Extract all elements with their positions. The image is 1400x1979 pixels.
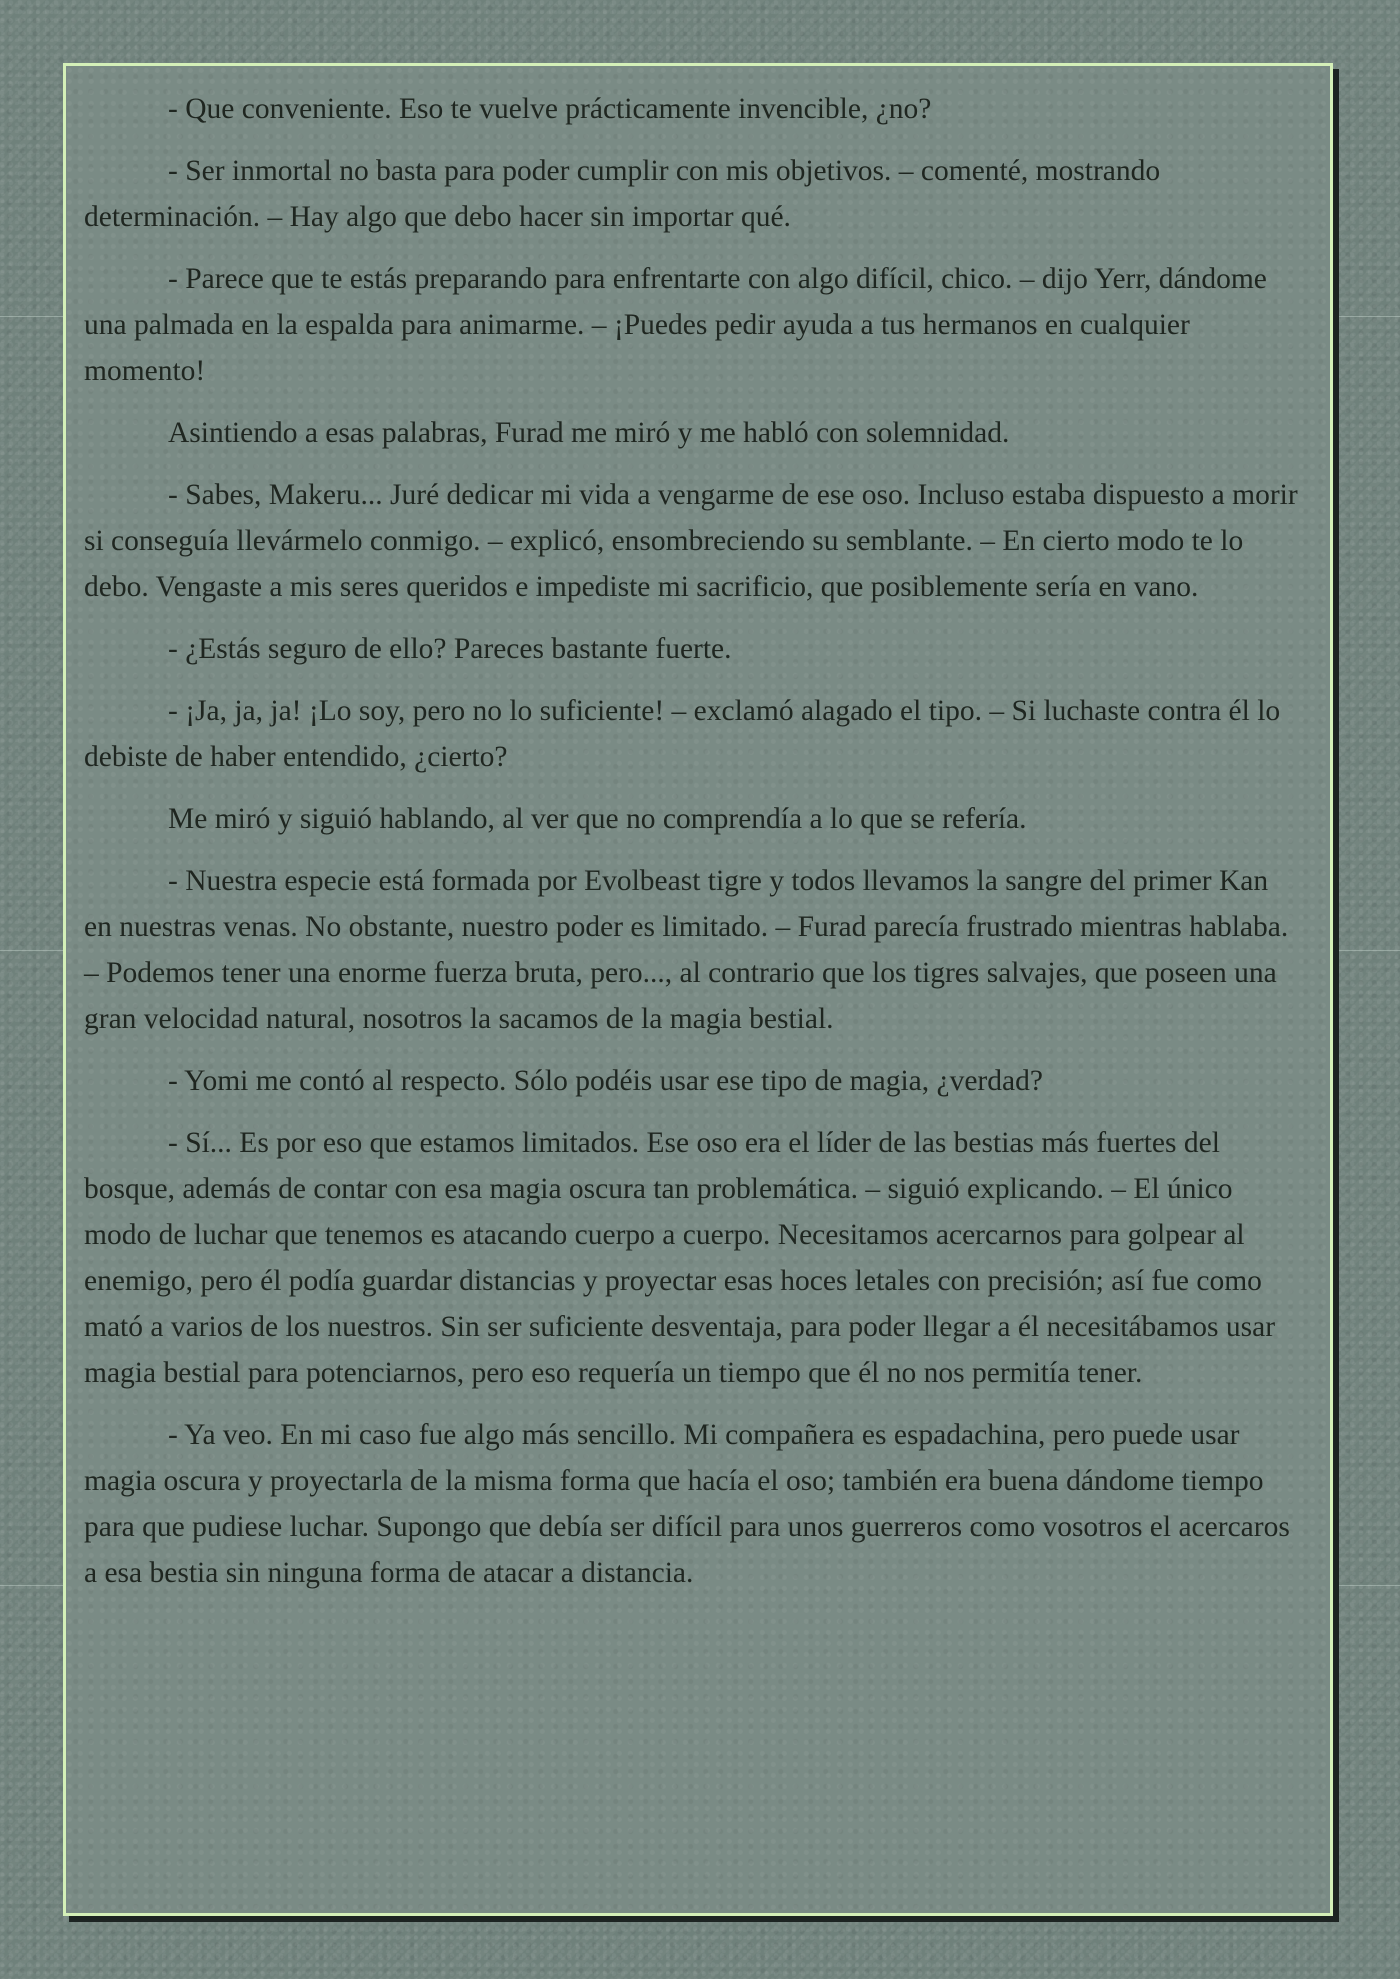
- paragraph: - Ya veo. En mi caso fue algo más sencillo. Mi compañera es espadachina, pero puede usar magia oscura y proyectarla de la misma forma que hacía el oso; también era buena dándome tiempo para que pudiese luchar. Supongo que debía ser difícil para unos guerreros como vosotros el acercaros a esa bestia sin ninguna forma de atacar a distancia.: [84, 1419, 1290, 1589]
- paragraph: - ¡Ja, ja, ja! ¡Lo soy, pero no lo suficiente! – exclamó alagado el tipo. – Si luchaste contra él lo debiste de haber entendido, ¿cierto?: [84, 695, 1281, 773]
- paragraph: - Ser inmortal no basta para poder cumplir con mis objetivos. – comenté, mostrando determinación. – Hay algo que debo hacer sin importar qué.: [84, 155, 1161, 233]
- document-body: [84, 86, 1302, 1596]
- paragraph: - Nuestra especie está formada por Evolbeast tigre y todos llevamos la sangre del primer Kan en nuestras venas. No obstante, nuestro poder es limitado. – Furad parecía frustrado mientras hablaba. – Podemos tener una enorme fuerza bruta, pero..., al contrario que los tigres salvajes, que poseen una gran velocidad natural, nosotros la sacamos de la magia bestial.: [84, 865, 1289, 1035]
- paragraph: - Sí... Es por eso que estamos limitados. Ese oso era el líder de las bestias más fuertes del bosque, además de contar con esa magia oscura tan problemática. – siguió explicando. – El único modo de luchar que tenemos es atacando cuerpo a cuerpo. Necesitamos acercarnos para golpear al enemigo, pero él podía guardar distancias y proyectar esas hoces letales con precisión; así fue como mató a varios de los nuestros. Sin ser suficiente desventaja, para poder llegar a él necesitábamos usar magia bestial para potenciarnos, pero eso requería un tiempo que él no nos permitía tener.: [84, 1127, 1276, 1389]
- paragraph: - ¿Estás seguro de ello? Pareces bastante fuerte.: [168, 633, 732, 665]
- paragraph: Asintiendo a esas palabras, Furad me miró y me habló con solemnidad.: [168, 417, 1010, 449]
- paragraph: - Yomi me contó al respecto. Sólo podéis usar ese tipo de magia, ¿verdad?: [168, 1065, 1043, 1097]
- paragraph: - Sabes, Makeru... Juré dedicar mi vida a vengarme de ese oso. Incluso estaba dispuesto a morir si conseguía llevármelo conmigo. – explicó, ensombreciendo su semblante. – En cierto modo te lo debo. Vengaste a mis seres queridos e impediste mi sacrificio, que posiblemente sería en vano.: [84, 479, 1298, 603]
- document-page: [63, 63, 1333, 1916]
- paragraph: - Que conveniente. Eso te vuelve prácticamente invencible, ¿no?: [168, 93, 932, 125]
- paragraph: Me miró y siguió hablando, al ver que no comprendía a lo que se refería.: [168, 803, 1027, 835]
- paragraph: - Parece que te estás preparando para enfrentarte con algo difícil, chico. – dijo Yerr, dándome una palmada en la espalda para animarme. – ¡Puedes pedir ayuda a tus hermanos en cualquier momento!: [84, 263, 1267, 387]
